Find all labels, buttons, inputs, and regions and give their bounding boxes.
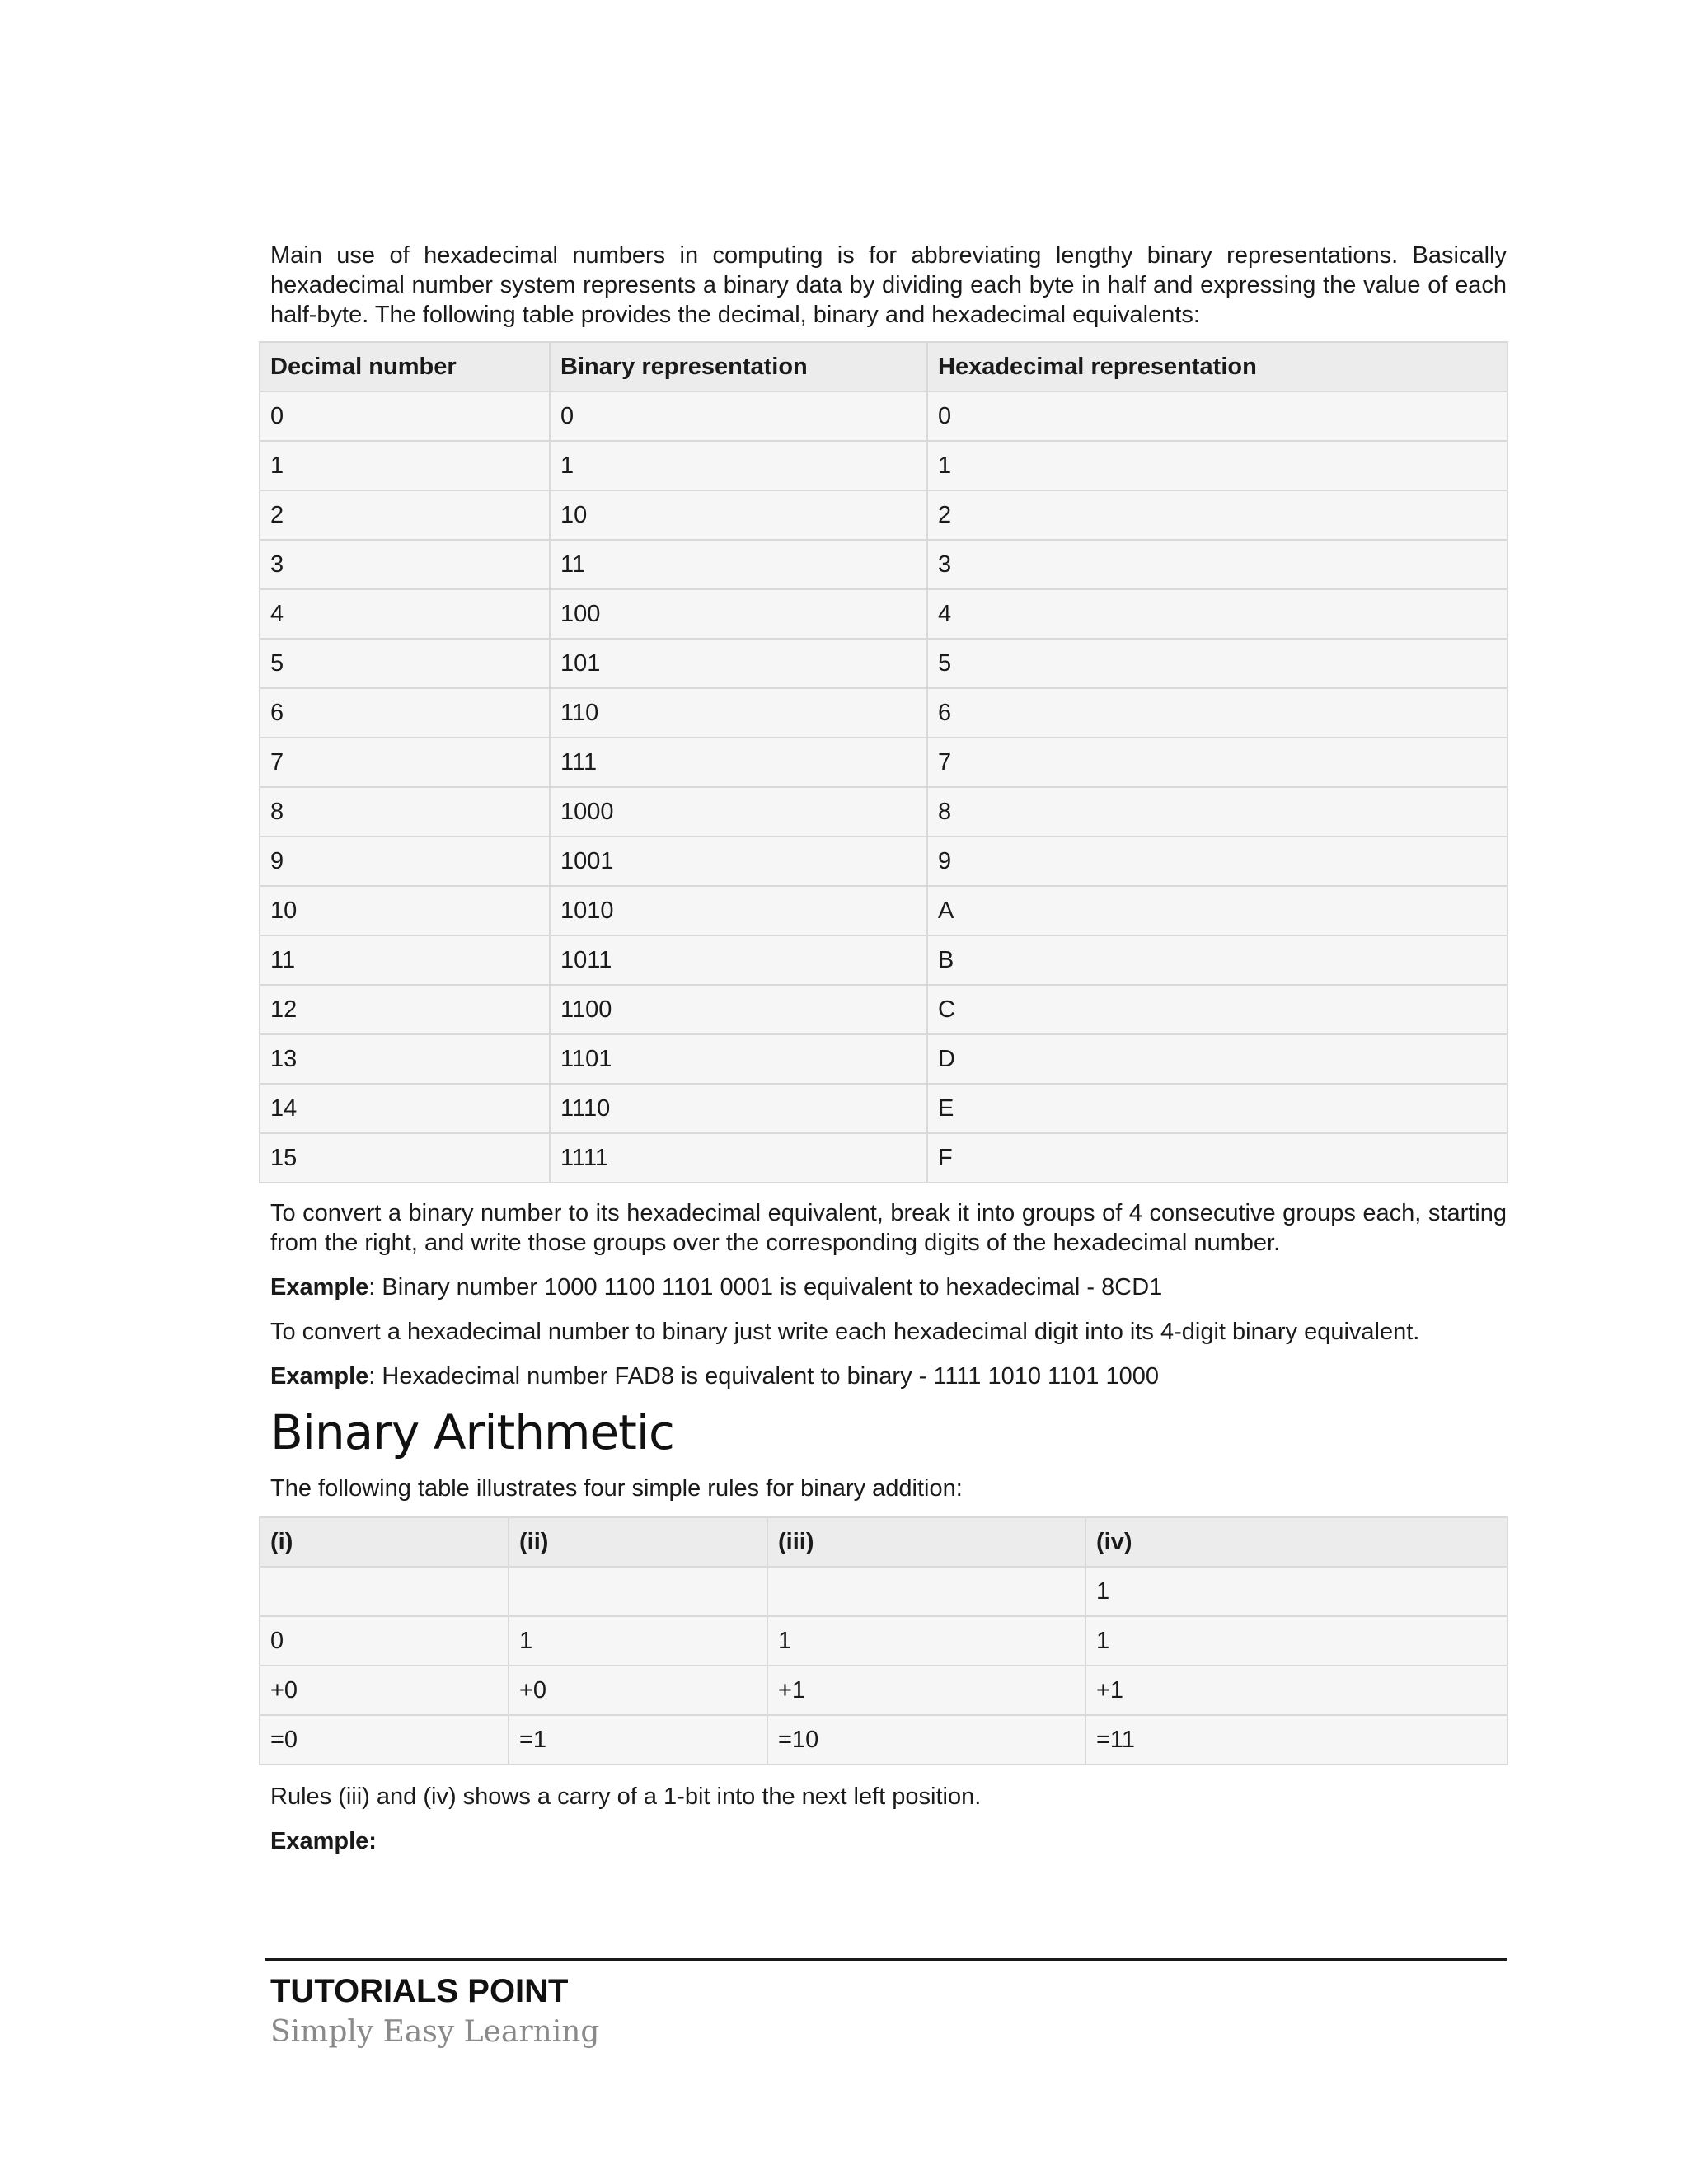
binary-cell: 100 [550, 589, 927, 639]
binary-cell: 1101 [550, 1034, 927, 1084]
example-text: : Binary number 1000 1100 1101 0001 is equivalent to hexadecimal - 8CD1 [368, 1274, 1163, 1301]
table-cell: +1 [767, 1666, 1085, 1715]
decimal-cell: 5 [260, 639, 550, 688]
hex-cell: E [927, 1084, 1507, 1133]
table-row [260, 1666, 1507, 1715]
table-cell: 1 [767, 1616, 1085, 1666]
page-content [270, 241, 1507, 1856]
table-cell: +1 [1085, 1666, 1507, 1715]
table-row [260, 1133, 1507, 1183]
example-colon-label: Example: [270, 1828, 377, 1854]
hex-cell: B [927, 935, 1507, 985]
hex-cell: 1 [927, 441, 1507, 490]
binary-cell: 111 [550, 738, 927, 787]
binary-cell: 11 [550, 540, 927, 589]
column-header-rule-i: (i) [260, 1517, 509, 1567]
table-row [260, 1616, 1507, 1666]
footer-brand: TUTORIALS POINT [270, 1973, 569, 2009]
table-row [260, 738, 1507, 787]
table-cell: 1 [509, 1616, 767, 1666]
table-row [260, 886, 1507, 935]
hex-cell: A [927, 886, 1507, 935]
table-row [260, 589, 1507, 639]
binary-cell: 0 [550, 391, 927, 441]
example-label: Example [270, 1363, 369, 1390]
binary-cell: 1100 [550, 985, 927, 1034]
table-cell: =1 [509, 1715, 767, 1765]
column-header-binary: Binary representation [550, 342, 927, 391]
hex-cell: D [927, 1034, 1507, 1084]
table-row [260, 441, 1507, 490]
decimal-cell: 12 [260, 985, 550, 1034]
table-row [260, 391, 1507, 441]
binary-cell: 1001 [550, 837, 927, 886]
footer-tagline: Simply Easy Learning [270, 2015, 600, 2049]
table-row [260, 837, 1507, 886]
table-row [260, 787, 1507, 837]
table-cell [509, 1567, 767, 1616]
decimal-cell: 15 [260, 1133, 550, 1183]
decimal-cell: 3 [260, 540, 550, 589]
decimal-cell: 11 [260, 935, 550, 985]
table-row [260, 540, 1507, 589]
column-header-rule-iv: (iv) [1085, 1517, 1507, 1567]
carry-note: Rules (iii) and (iv) shows a carry of a 1-bit into the next left position. [270, 1783, 982, 1810]
section-heading: Binary Arithmetic [270, 1404, 674, 1460]
decimal-cell: 13 [260, 1034, 550, 1084]
decimal-cell: 14 [260, 1084, 550, 1133]
hex-cell: C [927, 985, 1507, 1034]
hex-cell: 8 [927, 787, 1507, 837]
binary-cell: 1000 [550, 787, 927, 837]
hex-cell: 2 [927, 490, 1507, 540]
addition-intro: The following table illustrates four simple rules for binary addition: [270, 1475, 963, 1502]
column-header-hex: Hexadecimal representation [927, 342, 1507, 391]
column-header-rule-iii: (iii) [767, 1517, 1085, 1567]
table-row [260, 1034, 1507, 1084]
table-row [260, 1567, 1507, 1616]
column-header-decimal: Decimal number [260, 342, 550, 391]
table-cell [767, 1567, 1085, 1616]
hex-cell: 4 [927, 589, 1507, 639]
column-header-rule-ii: (ii) [509, 1517, 767, 1567]
example-hex-to-bin [270, 1361, 1507, 1391]
table-cell: 1 [1085, 1567, 1507, 1616]
table-row [260, 490, 1507, 540]
decimal-cell: 8 [260, 787, 550, 837]
example-text: : Hexadecimal number FAD8 is equivalent to binary - 1111 1010 1101 1000 [368, 1363, 1159, 1390]
hex-cell: 7 [927, 738, 1507, 787]
decimal-cell: 4 [260, 589, 550, 639]
table-row [260, 985, 1507, 1034]
table-cell: 1 [1085, 1616, 1507, 1666]
decimal-cell: 2 [260, 490, 550, 540]
table-cell: =10 [767, 1715, 1085, 1765]
hex-cell: 5 [927, 639, 1507, 688]
table-cell: =11 [1085, 1715, 1507, 1765]
decimal-cell: 6 [260, 688, 550, 738]
binary-cell: 110 [550, 688, 927, 738]
addition-rules-table [259, 1516, 1508, 1765]
table-row [260, 688, 1507, 738]
bin-to-hex-paragraph: To convert a binary number to its hexadecimal equivalent, break it into groups of 4 consecutive groups each, starting from the right, and write those groups over the corresponding digits of the hexadecimal number. [270, 1200, 1507, 1256]
decimal-cell: 10 [260, 886, 550, 935]
example-label: Example [270, 1274, 369, 1301]
decimal-cell: 1 [260, 441, 550, 490]
table-cell [260, 1567, 509, 1616]
table-cell: +0 [260, 1666, 509, 1715]
table-row [260, 1715, 1507, 1765]
example-bin-to-hex [270, 1272, 1507, 1302]
binary-cell: 101 [550, 639, 927, 688]
hex-cell: 0 [927, 391, 1507, 441]
binary-cell: 1110 [550, 1084, 927, 1133]
intro-paragraph: Main use of hexadecimal numbers in computing is for abbreviating lengthy binary representations. Basically hexadecimal number system represents a binary data by dividing each byte in half and expressing the value of each half-byte. The following table provides the decimal, binary and hexadecimal equivalents: [270, 242, 1507, 328]
binary-cell: 1 [550, 441, 927, 490]
hex-cell: 9 [927, 837, 1507, 886]
equivalents-table [259, 341, 1508, 1183]
table-row [260, 1084, 1507, 1133]
binary-cell: 1010 [550, 886, 927, 935]
hex-cell: F [927, 1133, 1507, 1183]
table-cell: 0 [260, 1616, 509, 1666]
decimal-cell: 7 [260, 738, 550, 787]
binary-cell: 1011 [550, 935, 927, 985]
hex-cell: 6 [927, 688, 1507, 738]
decimal-cell: 0 [260, 391, 550, 441]
table-cell: =0 [260, 1715, 509, 1765]
example-heading [270, 1826, 1507, 1856]
decimal-cell: 9 [260, 837, 550, 886]
binary-cell: 10 [550, 490, 927, 540]
table-cell: +0 [509, 1666, 767, 1715]
page-footer [265, 1958, 1507, 2050]
table-header-row [260, 1517, 1507, 1567]
binary-cell: 1111 [550, 1133, 927, 1183]
table-row [260, 935, 1507, 985]
hex-cell: 3 [927, 540, 1507, 589]
hex-to-bin-paragraph: To convert a hexadecimal number to binary just write each hexadecimal digit into its 4-digit binary equivalent. [270, 1319, 1420, 1345]
table-row [260, 639, 1507, 688]
table-header-row [260, 342, 1507, 391]
